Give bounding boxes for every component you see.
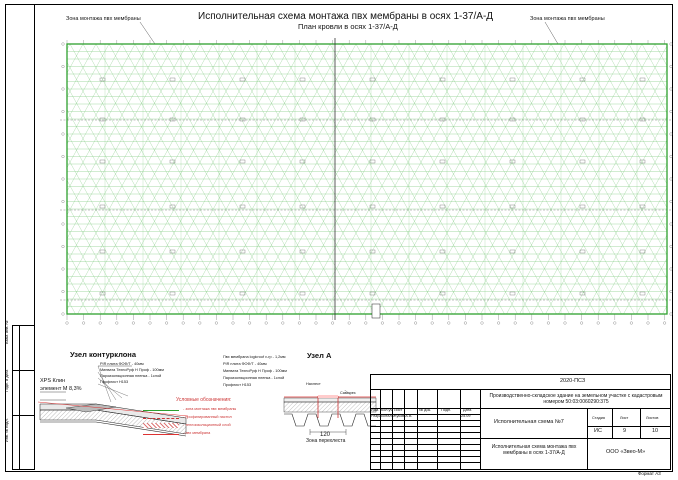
stamp-h-podp: Подп. (441, 408, 452, 412)
legend-swatch-zone (143, 410, 179, 411)
stamp-line (370, 438, 671, 439)
sheet-title: Исполнительная схема монтажа пвх мембраны в осях 1-37/А-Д (198, 11, 494, 22)
node-kontur-xps: XPS Клин (40, 378, 66, 384)
stamp-developer-date: 25.09 (461, 414, 471, 418)
stamp-vline (404, 389, 405, 470)
legend-item: - профилированный настил (183, 415, 232, 419)
node-a-label-bolt: Саморез (340, 391, 356, 395)
stamp-sheet-title: Исполнительная схема монтажа пвх мембраны в осях 1-37/А-Д (491, 444, 577, 456)
legend-item: - пвх мембрана (183, 431, 211, 435)
node-a-title: Узел А (307, 351, 332, 360)
legend-swatch-membrane (143, 434, 179, 435)
stamp-company: ООО «Звео-М» (606, 449, 646, 455)
left-strip-label: Инв. № подл. (5, 418, 9, 442)
stamp-line (370, 432, 480, 433)
stamp-vline (480, 389, 481, 470)
stamp-sheet-header: Лист (620, 416, 629, 420)
stamp-vline (380, 389, 381, 470)
stamp-line (370, 456, 480, 457)
stamp-doc-title: Исполнительная схема №7 (494, 419, 564, 425)
left-strip-col (19, 325, 20, 470)
stamp-project: Производственно-складское здание на земельном участке с кадастровым номером 50:03:0060290:375 (489, 393, 663, 405)
node-a-drawing (280, 390, 380, 436)
stamp-vline (640, 408, 641, 438)
node-kontur-layer: Минвата ТехноРуф Н Проф - 100мм (100, 368, 164, 372)
legend-title: Условные обозначения: (176, 397, 232, 403)
stamp-h-data: Дата (463, 408, 472, 412)
stamp-h-kol: Кол.уч (381, 408, 393, 412)
node-a-dim-value: 120 (320, 432, 331, 438)
left-strip-divider (12, 370, 34, 371)
stamp-vline (392, 389, 393, 470)
stamp-line (370, 408, 671, 409)
stamp-line (370, 426, 480, 427)
stamp-h-ndoc: № док. (419, 408, 432, 412)
node-a-layer: PIR плита ФОФ/Т - 40мм (223, 362, 267, 366)
stamp-line (370, 420, 480, 421)
left-strip-divider (12, 415, 34, 416)
left-strip-label: Взам. инв. № (5, 320, 9, 344)
legend-item: - теплоизоляционный слой (183, 423, 231, 427)
legend-item: - зона монтажа пвх мембраны (183, 407, 237, 411)
node-kontur-title: Узел контурклона (70, 350, 137, 359)
legend-swatch-deck (143, 418, 179, 419)
node-a-dim-caption: Зона перехлеста (306, 438, 346, 444)
node-a-layer: Минвата ТехноРуф Н Проф - 100мм (223, 369, 287, 373)
stamp-stage-header: Стадия (592, 416, 605, 420)
legend-swatch-insulation (143, 423, 179, 428)
sheet-format: Формат А3 (638, 471, 661, 476)
stamp-stage: ИС (594, 428, 602, 434)
stamp-sheet-no: 9 (623, 428, 627, 434)
sheet-subtitle: План кровли в осях 1-37/А-Д (298, 22, 398, 31)
zone-label-right: Зона монтажа пвх мембраны (530, 16, 605, 22)
stamp-vline (612, 408, 613, 438)
stamp-vline (460, 389, 461, 470)
stamp-line (370, 462, 480, 463)
node-a-layer: Профлист Н153 (223, 383, 252, 387)
zone-label-left: Зона монтажа пвх мембраны (66, 16, 141, 22)
stamp-line (587, 426, 671, 427)
node-a-layer: Пвх мембрана logicroof v-rp - 1,2мм (223, 355, 286, 359)
axis-grid (60, 40, 672, 324)
membrane-grid (0, 44, 678, 314)
stamp-h-list: Лист (394, 408, 403, 412)
node-kontur-layer: Профлист Н153 (100, 380, 129, 384)
left-strip (12, 325, 34, 470)
stamp-vline (417, 389, 418, 470)
stamp-code: 2020-ПСЗ (560, 378, 586, 384)
node-kontur-element: элемент M 8,3% (40, 386, 82, 392)
stamp-vline (437, 389, 438, 470)
stamp-line (370, 389, 671, 390)
left-strip-label: Подп. и дата (5, 369, 9, 392)
stamp-developer-role: Разработал (371, 414, 392, 418)
node-kontur-layer: Пароизоляционная пленка - 1слой (100, 374, 162, 378)
node-a-layer: Пароизоляционная пленка - 1слой (223, 376, 285, 380)
node-kontur-layer: PIR плита ФОФ/Т - 40мм (100, 362, 144, 366)
stamp-h-izm: Изм. (371, 408, 380, 412)
stamp-sheets-header: Листов (646, 416, 659, 420)
stamp-vline (587, 408, 588, 470)
stamp-line (370, 444, 480, 445)
stamp-developer-name: Жуков А.В. (393, 414, 413, 418)
stamp-line (370, 450, 480, 451)
node-a-label-joint: Нахлест (306, 382, 321, 386)
stamp-sheets: 10 (652, 428, 659, 434)
